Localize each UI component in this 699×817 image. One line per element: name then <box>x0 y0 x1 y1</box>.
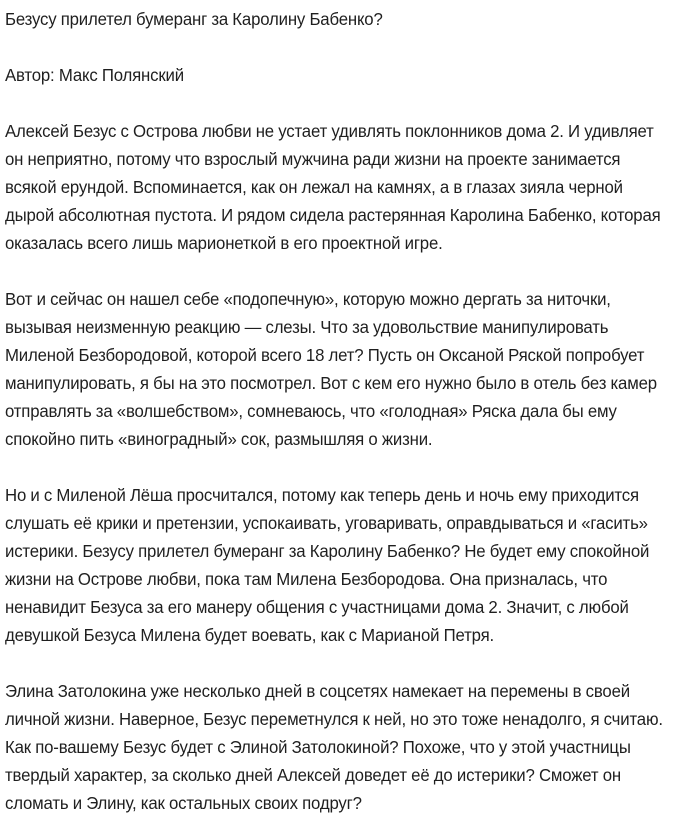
article-paragraph: Но и с Миленой Лёша просчитался, потому как теперь день и ночь ему приходится слушать её крики и претензии, успокаивать, уговаривать, оправдываться и «гасить» истерики. Безусу прилетел бумеранг за Каролину Бабенко? Не будет ему спокойной жизни на Острове любви, пока там Милена Безбородова. Она призналась, что ненавидит Безуса за его манеру общения с участницами дома 2. Значит, с любой девушкой Безуса Милена будет воевать, как с Марианой Петря. <box>5 485 650 645</box>
article-paragraph: Вот и сейчас он нашел себе «подопечную», которую можно дергать за ниточки, вызывая неизменную реакцию — слезы. Что за удовольствие манипулировать Миленой Безбородовой, которой всего 18 лет? Пусть он Оксаной Ряской попробует манипулировать, я бы на это посмотрел. Вот с кем его нужно было в отель без камер отправлять за «волшебством», сомневаюсь, что «голодная» Ряска дала бы ему спокойно пить «виноградный» сок, размышляя о жизни. <box>5 289 657 449</box>
article-paragraph: Алексей Безус с Острова любви не устает удивлять поклонников дома 2. И удивляет он неприятно, потому что взрослый мужчина ради жизни на проекте занимается всякой ерундой. Вспоминается, как он лежал на камнях, а в глазах зияла черной дырой абсолютная пустота. И рядом сидела растерянная Каролина Бабенко, которая оказалась всего лишь марионеткой в его проектной игре. <box>5 121 661 253</box>
article-title: Безусу прилетел бумеранг за Каролину Бабенко? <box>5 9 383 29</box>
article-paragraph: Элина Затолокина уже несколько дней в соцсетях намекает на перемены в своей личной жизни. Наверное, Безус переметнулся к ней, но это тоже ненадолго, я считаю. Как по-вашему Безус будет с Элиной Затолокиной? Похоже, что у этой участницы твердый характер, за сколько дней Алексей доведет её до истерики? Сможет он сломать и Элину, как остальных своих подруг? <box>5 681 663 813</box>
article-author: Автор: Макс Полянский <box>5 65 184 85</box>
